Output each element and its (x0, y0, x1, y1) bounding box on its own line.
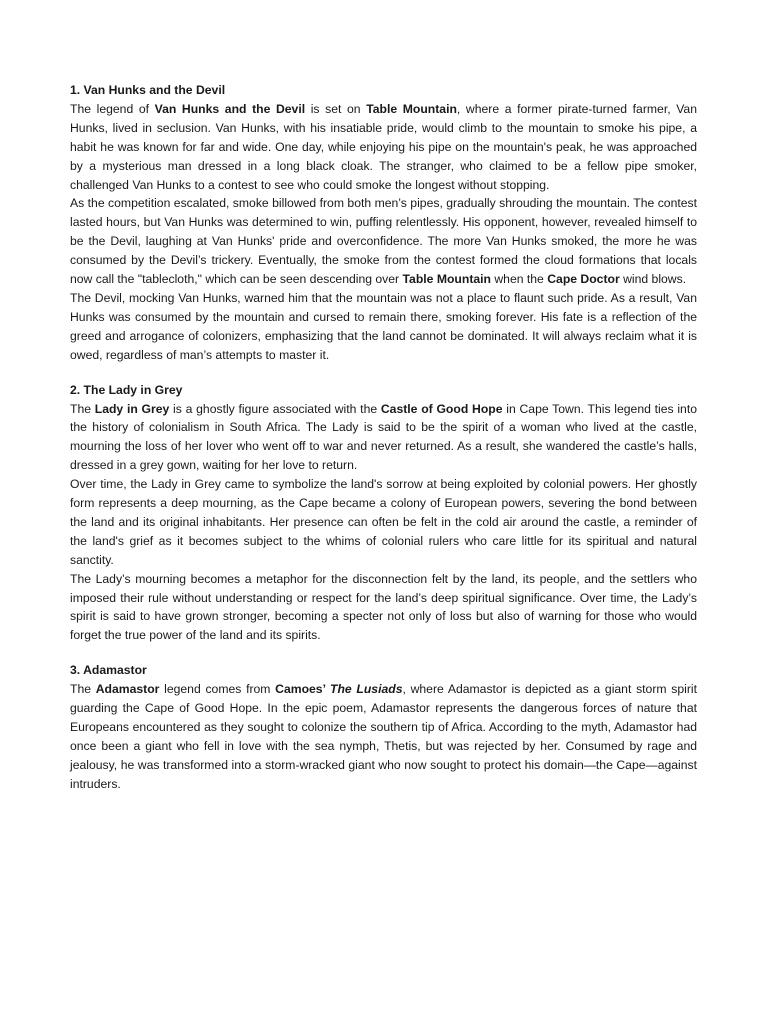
paragraph (70, 194, 697, 289)
bold-text: Camoes’ (275, 682, 331, 697)
emphasis-text: The Lusiads (330, 682, 403, 697)
bold-text: Table Mountain (402, 272, 491, 287)
text-run: As the competition escalated, smoke billowed from both men’s pipes, gradually shrouding the mountain. The contest lasted hours, but Van Hunks was determined to win, puffing relentlessly. His opponent, however, revealed himself to be the Devil, laughing at Van Hunks' pride and overconfidence. The more Van Hunks smoked, the more he was consumed by the Devil’s trickery. Eventually, the smoke from the contest formed the cloud formations that locals now call the "tablecloth," which can be seen descending over (70, 196, 697, 287)
paragraph (70, 570, 697, 646)
text-run: when the (490, 272, 548, 287)
text-run: legend comes from (159, 682, 276, 697)
text-run: Over time, the Lady in Grey came to symbolize the land's sorrow at being exploited by colonial powers. Her ghostly form represents a deep mourning, as the Cape became a colony of European powers, severing the bond between the land and its original inhabitants. Her presence can often be felt in the cold air around the castle, a reminder of the land's grief as it becomes subject to the whims of colonial rulers who care little for its spiritual and natural sanctity. (70, 477, 697, 567)
text-run: in Cape Town. This legend ties into the history of colonialism in South Africa. The Lady is said to be the spirit of a woman who lived at the castle, mourning the loss of her lover who went off to war and never returned. As a result, she wandered the castle’s halls, dressed in a grey gown, waiting for her love to return. (70, 401, 697, 473)
bold-text: Cape Doctor (547, 272, 620, 287)
paragraph (70, 475, 697, 570)
document-body (70, 81, 697, 794)
text-run: is set on (305, 101, 367, 116)
section-lady-in-grey (70, 381, 697, 646)
text-run: The legend of (70, 101, 155, 116)
section-heading: 3. Adamastor (70, 663, 147, 678)
bold-text: Castle of Good Hope (380, 401, 503, 416)
text-run: wind blows. (619, 272, 687, 287)
section-heading: 2. The Lady in Grey (70, 382, 183, 397)
text-run: , where Adamastor is depicted as a giant storm spirit guarding the Cape of Good Hope. In the epic poem, Adamastor represents the dangerous forces of nature that Europeans encountered as they sought to colonize the southern tip of Africa. According to the myth, Adamastor had once been a giant who fell in love with the sea nymph, Thetis, but was rejected by her. Consumed by rage and jealousy, he was transformed into a storm-wracked giant who now sought to protect his domain—the Cape—against intruders. (70, 682, 697, 791)
bold-text (330, 682, 402, 696)
bold-text: Adamastor (95, 682, 160, 697)
text-run: The (70, 401, 95, 416)
paragraph (70, 400, 697, 476)
text-run: The Lady’s mourning becomes a metaphor for the disconnection felt by the land, its people, and the settlers who imposed their rule without understanding or respect for the land’s deep spiritual significance. Over time, the Lady’s spirit is said to have grown stronger, becoming a specter not only of loss but also of warning for those who would forget the true power of the land and its spirits. (70, 571, 697, 643)
text-run: is a ghostly figure associated with the (169, 401, 381, 416)
text-run: The Devil, mocking Van Hunks, warned him that the mountain was not a place to flaunt such pride. As a result, Van Hunks was consumed by the mountain and cursed to remain there, smoking forever. His fate is a reflection of the greed and arrogance of colonizers, emphasizing that the land cannot be dominated. It will always reclaim what it is owed, regardless of man’s attempts to master it. (70, 290, 697, 362)
bold-text: Van Hunks and the Devil (154, 101, 306, 116)
bold-text: Lady in Grey (94, 401, 170, 416)
section-adamastor (70, 661, 697, 793)
text-run: The (70, 682, 96, 697)
bold-text: Table Mountain (366, 101, 457, 116)
paragraph (70, 100, 697, 195)
section-heading: 1. Van Hunks and the Devil (70, 83, 226, 97)
text-run: , where a former pirate-turned farmer, Van Hunks, lived in seclusion. Van Hunks, with his insatiable pride, would climb to the mountain to smoke his pipe, a habit he was known for far and wide. One day, while enjoying his pipe on the mountain's peak, he was approached by a mysterious man dressed in a long black cloak. The stranger, who claimed to be a fellow pipe smoker, challenged Van Hunks to a contest to see who could smoke the longest without stopping. (70, 101, 697, 192)
section-van-hunks (70, 81, 697, 365)
paragraph (70, 289, 697, 365)
paragraph (70, 680, 697, 793)
